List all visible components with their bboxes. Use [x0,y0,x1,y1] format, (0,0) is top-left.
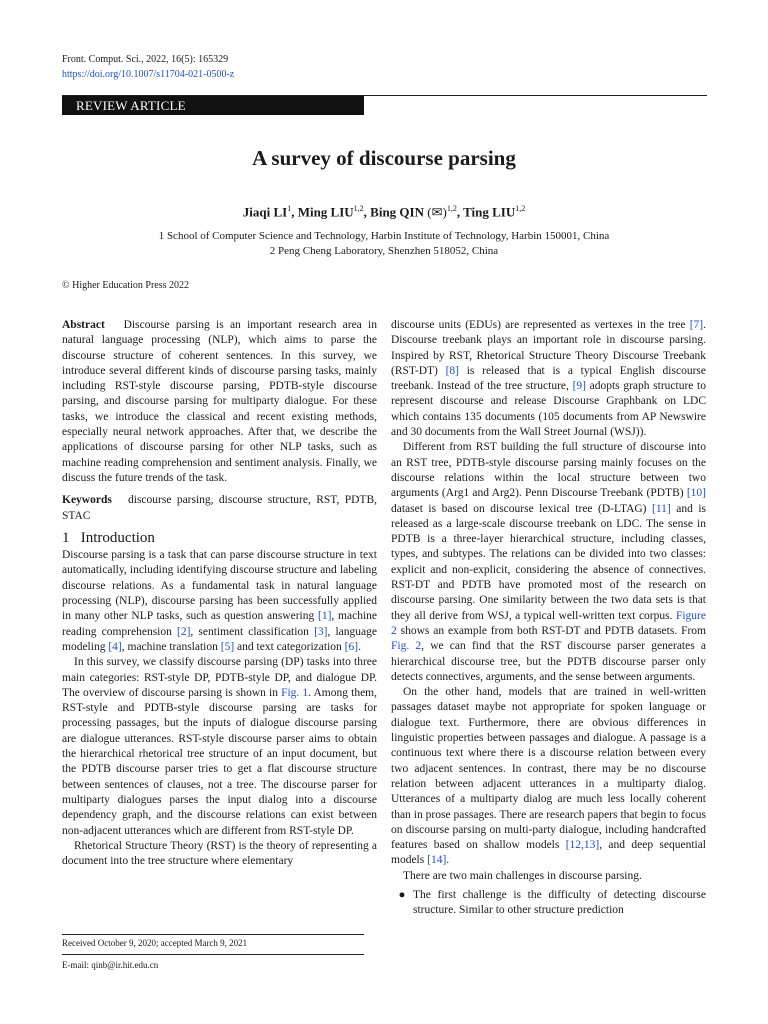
ref-link[interactable]: [8] [445,364,459,377]
doi-link[interactable]: https://doi.org/10.1007/s11704-021-0500-z [62,69,235,80]
journal-citation: Front. Comput. Sci., 2022, 16(5): 165329 [62,54,229,65]
journal-meta [62,52,234,82]
intro-paragraph-2: In this survey, we classify discourse parsing (DP) tasks into three main categories: RST-style DP, PDTB-style DP, and dialogue DP. The overview of discourse parsing is shown in Fig. 1. Among them, RST-style and PDTB-style discourse parsing are tasks for processing passages, but the inputs of dialogue discourse parsing are dialogue utterances. RST-style discourse parser aims to obtain the hierarchical rhetorical tree structure of an input document, but the PDTB discourse parser tries to get a flat discourse structure between sentences of clauses, not a tree. The discourse parser for multiparty dialogues parses the input dialog into a discourse dependency graph, and the discourse relations can exist between non-adjacent utterances which are different from RST-style DP. [62,656,377,837]
author-list: Jiaqi $LI^1$, Ming LIU$^{1,2}$, Bing QIN (✉)$^{1,2}$, Ting LIU$^{1,2}$ [242,204,526,220]
ref-link[interactable]: [12,13] [565,839,600,852]
intro-paragraph-1: Discourse parsing is a task that can parse discourse structure in text automatically, including identifying discourse structure and labeling discourse relations. As a fundamental task in natural language processing (NLP), discourse parsing has been successfully applied in many other NLP tasks, such as question answering [1], machine reading comprehension [2], sentiment classification [3], language modeling [4], machine translation [5] and text categorization [6]. [62,549,377,653]
footnote-rule [62,934,364,935]
bullet-icon: ● [398,888,406,901]
keywords [62,493,377,524]
right-paragraph-2: Different from RST building the full structure of discourse into an RST tree, PDTB-style discourse parsing mainly focuses on the discourse relations within the local structure between two arguments (Arg1 and Arg2). Penn Discourse Treebank (PDTB) [10] dataset is based on discourse lexical tree (D-LTAG) [11] and is released as a large-scale discourse treebank on LDC. The sense in PDTB is a three-layer hierarchical structure, including classes, types, and subtypes. The relations can be divided into two classes: explicit and non-explicit, considering the absence of connectives. RST-DT and PDTB have promoted most of the research on discourse parsing. One similarity between the two data sets is that they all derive from WSJ, a typical well-written text corpus. Figure 2 shows an example from both RST-DT and PDTB datasets. From Fig. 2, we can find that the RST discourse parser generates a hierarchical discourse tree, but the PDTB discourse parser only detects connectives, arguments, and the sense between arguments. [391,441,706,683]
ref-link[interactable]: [9] [572,380,586,393]
author-3: Bing QIN [370,204,424,220]
ref-link[interactable]: [3] [314,625,328,638]
ref-link[interactable]: [14] [427,854,447,867]
right-paragraph-3: On the other hand, models that are trained in well-written passages dataset maybe not appropriate for spoken language or dialogue text. Furthermore, there are obvious differences in linguistic properties between passages and dialogue. A passage is a continuous text where there is a discourse relation between every two adjacent sentences. In contrast, there may be no discourse relation between adjacent utterances in a multiparty dialog. Utterances of a multiparty dialog are much less locally coherent than in prose passages. There are research papers that begin to focus on discourse parsing on multi-party dialogue, including handcrafted features based on shallow models [12,13], and deep sequential models [14]. [391,686,707,867]
copyright-notice: © Higher Education Press 2022 [62,280,190,291]
abstract-label: Abstract [62,319,105,331]
paper-title: A survey of discourse parsing [252,146,516,170]
affiliation-2: 2 Peng Cheng Laboratory, Shenzhen 518052, China [269,245,499,257]
mail-icon[interactable]: (✉) [427,204,447,220]
footnote-rule-2 [62,954,364,955]
section-label-banner: REVIEW ARTICLE [62,96,364,115]
keywords-text: discourse parsing, discourse structure, RST, PDTB, STAC [62,494,378,522]
ref-link[interactable]: [5] [220,640,235,653]
author-2: Ming LIU [297,204,354,220]
ref-link[interactable]: [11] [652,502,671,515]
ref-link[interactable]: [6] [344,640,359,653]
abstract [62,318,377,486]
received-date: Received October 9, 2020; accepted March 9, 2021 [62,938,248,948]
affiliation-1: 1 School of Computer Science and Technology, Harbin Institute of Technology, Harbin 150001, China [158,230,610,242]
right-paragraph-1: discourse units (EDUs) are represented as vertexes in the tree [7]. Discourse treebank plays an important role in discourse parsing. Inspired by RST, Rhetorical Structure Theory Discourse Treebank (RST-DT) [8] is released that is a typical English discourse treebank. Instead of the tree structure, [9] adopts graph structure to represent discourse and release Discourse Graphbank on LDC which contains 135 documents (105 documents from AP Newswire and 30 documents from the Wall Street Journal (WSJ)). [391,319,706,439]
ref-link[interactable]: [7] [689,319,704,331]
right-column [391,318,706,919]
figure-link[interactable]: Figure 2 [391,609,706,637]
keywords-label: Keywords [62,494,112,507]
right-paragraph-4: There are two main challenges in discourse parsing. [403,869,642,882]
ref-link[interactable]: [1] [317,610,332,623]
author-4: Ting LIU [463,204,516,220]
ref-link[interactable]: [10] [686,487,706,500]
author-email[interactable]: E-mail: qinb@ir.hit.edu.cn [62,960,159,970]
ref-link[interactable]: [4] [108,640,122,653]
ref-link[interactable]: [2] [177,625,191,638]
left-column [62,318,377,869]
intro-paragraph-3: Rhetorical Structure Theory (RST) is the theory of representing a document into the tree structure where elementary [62,839,377,868]
author-1: Jiaqi LI [242,204,288,220]
figure-link[interactable]: Fig. 2 [391,640,422,653]
challenge-bullet-1: ● The first challenge is the difficulty of detecting discourse structure. Similar to other structure prediction [391,888,706,919]
figure-link[interactable]: Fig. 1 [281,686,309,699]
abstract-text: Discourse parsing is an important research area in natural language processing (NLP), which aims to parse the discourse structure of coherent sentences. In this survey, we introduce several different kinds of discourse parsing tasks, mainly including RST-style discourse parsing, PDTB-style discourse parsing, and discourse parsing for multiparty dialogue. For these tasks, we introduce the classical and recent existing methods, especially neural network approaches. After that, we describe the applications of discourse parsing for other NLP tasks, such as machine reading comprehension and sentiment analysis. Finally, we discuss the future trends of the task. [62,319,377,484]
section-heading-introduction: 1 Introduction [62,529,155,546]
